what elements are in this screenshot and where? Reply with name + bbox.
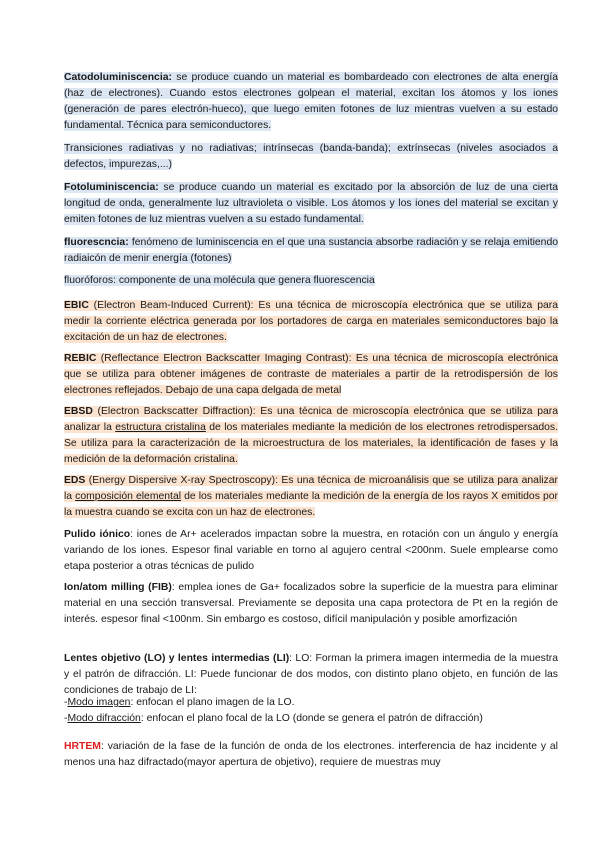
- highlight-blue: [64, 182, 558, 225]
- dash: -: [64, 713, 68, 724]
- ebic-text: (Electron Beam-Induced Current): Es una técnica de microscopía electrónica que se utiliza para medir la corriente eléctrica generada por los portadores de carga en materiales semiconductores bajo la excitación de un haz de electrones.: [64, 300, 558, 343]
- paragraph-fluorescencia: [64, 235, 558, 267]
- paragraph-catodoluminiscencia: [64, 70, 558, 134]
- eds-text-a: (Energy Dispersive X-ray Spectroscopy): Es una técnica de microanálisis que se utiliza para analizar la: [64, 475, 558, 502]
- paragraph-rebic: [64, 351, 558, 399]
- term-eds: EDS: [64, 475, 86, 486]
- eds-underline: composición elemental: [75, 491, 182, 502]
- ebsd-text-a: (Electron Backscatter Diffraction): Es una técnica de microscopía electrónica que se utiliza para analizar la: [64, 406, 558, 433]
- paragraph-ebic: [64, 298, 558, 346]
- modo-difraccion-label: Modo difracción: [67, 713, 141, 724]
- modo-imagen-text: : enfocan el plano imagen de la LO.: [130, 697, 295, 708]
- term-ebsd: EBSD: [64, 406, 93, 417]
- lentes-text: : LO: Forman la primera imagen intermedia de la muestra y el patrón de difracción. LI: Puede funcionar de dos modos, con distinto plano objeto, en función de las condiciones de trabajo de LI:: [64, 653, 558, 696]
- highlight-blue: [64, 237, 558, 264]
- rebic-text: (Reflectance Electron Backscatter Imaging Contrast): Es una técnica de microscopía electrónica que se utiliza para obtener imágenes de contraste de materiales a partir de la retrodispersión de los electrones reflejados. Debajo de una capa delgada de metal: [64, 353, 558, 396]
- term-hrtem: HRTEM: [64, 741, 101, 752]
- term-fib: Ion/atom milling (FIB): [64, 582, 172, 593]
- paragraph-eds: [64, 473, 558, 521]
- term-fluorescencia: fluorescncia:: [64, 237, 129, 248]
- fib-text: : emplea iones de Ga+ focalizados sobre la superficie de la muestra para eliminar material en una sección transversal. Previamente se deposita una capa protectora de Pt en la región de interés. espesor final <100nm. Sin embargo es costoso, difícil manipulación y posible amorfización: [64, 582, 558, 625]
- ebsd-underline: estructura cristalina: [115, 422, 206, 433]
- paragraph-transiciones: [64, 141, 558, 173]
- fluorescencia-text: fenómeno de luminiscencia en el que una sustancia absorbe radiación y se relaja emitiendo radiaicón de menir energía (fotones): [64, 237, 558, 264]
- term-lentes: Lentes objetivo (LO) y lentes intermedias (LI): [64, 653, 290, 664]
- term-rebic: REBIC: [64, 353, 97, 364]
- paragraph-hrtem: [64, 739, 558, 771]
- highlight-orange: [64, 300, 558, 343]
- highlight-orange: [64, 353, 558, 396]
- term-fotoluminiscencia: Fotoluminiscencia:: [64, 182, 159, 193]
- fotoluminiscencia-text: se produce cuando un material es excitado por la absorción de luz de una cierta longitud de onda, generalmente luz ultravioleta o visible. Los átomos y los iones del material se excitan y emiten fotones de luz mientras vuelven a su estado fundamental.: [64, 182, 558, 225]
- ebsd-text-b: de los materiales mediante la medición de los electrones retrodispersados. Se utiliza para la caracterización de la microestructura de los materiales, la identificación de fases y la medición de la deformación cristalina.: [64, 422, 558, 465]
- modo-imagen-label: Modo imagen: [67, 697, 131, 708]
- term-catodoluminiscencia: Catodoluminiscencia:: [64, 72, 172, 83]
- dash: -: [64, 697, 68, 708]
- eds-text-b: de los materiales mediante la medición de la energía de los rayos X emitidos por la muestra cuando se excita con un haz de electrones.: [64, 491, 558, 518]
- fluoroforos-text: fluoróforos: componente de una molécula que genera fluorescencia: [64, 275, 375, 286]
- paragraph-pulido-ionico: [64, 527, 558, 575]
- term-pulido-ionico: Pulido iónico: [64, 529, 131, 540]
- highlight-orange: [64, 475, 558, 518]
- highlight-orange: [64, 406, 558, 465]
- paragraph-modo-imagen: [64, 695, 558, 711]
- hrtem-text: : variación de la fase de la función de onda de los electrones. interferencia de haz incidente y al menos una haz difractado(mayor apertura de objetivo), requiere de muestras muy: [64, 741, 558, 768]
- modo-difraccion-text: : enfocan el plano focal de la LO (donde se genera el patrón de difracción): [140, 713, 483, 724]
- catodoluminiscencia-text: se produce cuando un material es bombardeado con electrones de alta energía (haz de electrones). Cuando estos electrones golpean el material, excitan los átomos y los iones (generación de pares electrón-hueco), que luego emiten fotones de luz mientras vuelven a su estado fundamental. Técnica para semiconductores.: [64, 72, 558, 131]
- term-ebic: EBIC: [64, 300, 89, 311]
- paragraph-fotoluminiscencia: [64, 180, 558, 228]
- pulido-ionico-text: : iones de Ar+ acelerados impactan sobre la muestra, en rotación con un ángulo y energía variando de los iones. Espesor final variable en torno al agujero central <200nm. Suele emplearse como etapa posterior a otras técnicas de pulido: [64, 529, 558, 572]
- paragraph-fluoroforos: [64, 273, 558, 289]
- transiciones-text: Transiciones radiativas y no radiativas; intrínsecas (banda-banda); extrínsecas (niveles asociados a defectos, impurezas,...): [64, 143, 558, 170]
- highlight-blue: [64, 72, 558, 131]
- paragraph-ebsd: [64, 404, 558, 468]
- paragraph-modo-difraccion: [64, 711, 558, 727]
- paragraph-lentes: [64, 651, 558, 699]
- paragraph-fib: [64, 580, 558, 628]
